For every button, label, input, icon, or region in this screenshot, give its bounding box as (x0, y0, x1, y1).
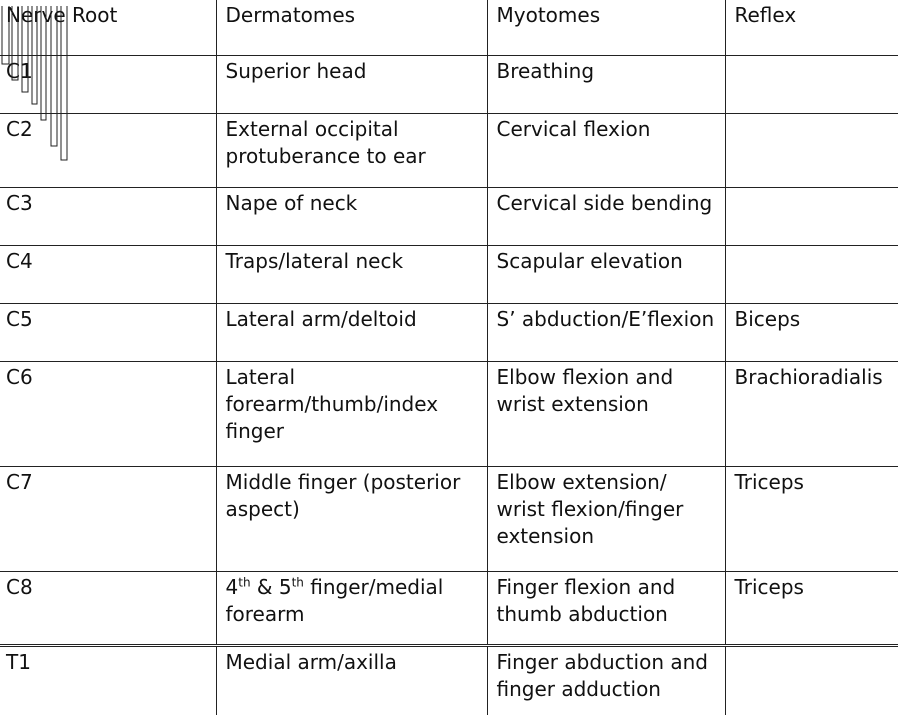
reflex-cell (725, 245, 898, 303)
nerve-root-cell: C7 (0, 466, 216, 571)
dermatome-cell: Medial arm/axilla (216, 645, 487, 715)
header-myotomes: Myotomes (487, 0, 725, 55)
reflex-cell: Triceps (725, 466, 898, 571)
nerve-root-cell: C4 (0, 245, 216, 303)
ordinal-suffix: th (238, 574, 251, 589)
ordinal-suffix: th (291, 574, 304, 589)
reflex-cell (725, 55, 898, 113)
table-row (0, 55, 898, 113)
table-header-row (0, 0, 898, 55)
ordinal-number: 5 (278, 574, 292, 599)
dermatome-rest-text: finger/medial forearm (225, 574, 444, 626)
reflex-cell (725, 113, 898, 187)
nerve-root-cell: C5 (0, 303, 216, 361)
nerve-root-cell: C6 (0, 361, 216, 466)
table-row (0, 187, 898, 245)
myotome-cell: Scapular elevation (487, 245, 725, 303)
myotome-cell: Cervical flexion (487, 113, 725, 187)
table-row (0, 645, 898, 715)
myotome-cell: Elbow flexion and wrist extension (487, 361, 725, 466)
dermatome-cell: Nape of neck (216, 187, 487, 245)
table-row (0, 113, 898, 187)
reflex-cell: Triceps (725, 571, 898, 645)
dermatome-cell: External occipital protuberance to ear (216, 113, 487, 187)
ampersand-text: & (250, 574, 279, 599)
table-row (0, 571, 898, 645)
myotome-cell: Finger flexion and thumb abduction (487, 571, 725, 645)
table-row (0, 361, 898, 466)
dermatome-cell: Superior head (216, 55, 487, 113)
myotome-cell: Elbow extension/ wrist flexion/finger extension (487, 466, 725, 571)
nerve-root-cell: C3 (0, 187, 216, 245)
reflex-cell: Brachioradialis (725, 361, 898, 466)
reflex-cell (725, 645, 898, 715)
myotome-cell: Cervical side bending (487, 187, 725, 245)
dermatome-cell: Lateral arm/deltoid (216, 303, 487, 361)
header-reflex: Reflex (725, 0, 898, 55)
myotome-cell: Finger abduction and finger adduction (487, 645, 725, 715)
myotome-cell: Breathing (487, 55, 725, 113)
dermatome-cell: Traps/lateral neck (216, 245, 487, 303)
header-dermatomes: Dermatomes (216, 0, 487, 55)
nerve-root-cell: C1 (0, 55, 216, 113)
header-nerve-root: Nerve Root (0, 0, 216, 55)
table-row (0, 466, 898, 571)
nerve-root-cell: C2 (0, 113, 216, 187)
ordinal-number: 4 (225, 574, 239, 599)
myotome-cell: S’ abduction/E’flexion (487, 303, 725, 361)
reflex-cell: Biceps (725, 303, 898, 361)
table-row (0, 245, 898, 303)
reflex-cell (725, 187, 898, 245)
nerve-root-cell: C8 (0, 571, 216, 645)
nerve-root-cell: T1 (0, 645, 216, 715)
dermatome-cell: Middle finger (posterior aspect) (216, 466, 487, 571)
dermatome-cell (216, 571, 487, 645)
dermatome-cell: Lateral forearm/thumb/index finger (216, 361, 487, 466)
table-row (0, 303, 898, 361)
